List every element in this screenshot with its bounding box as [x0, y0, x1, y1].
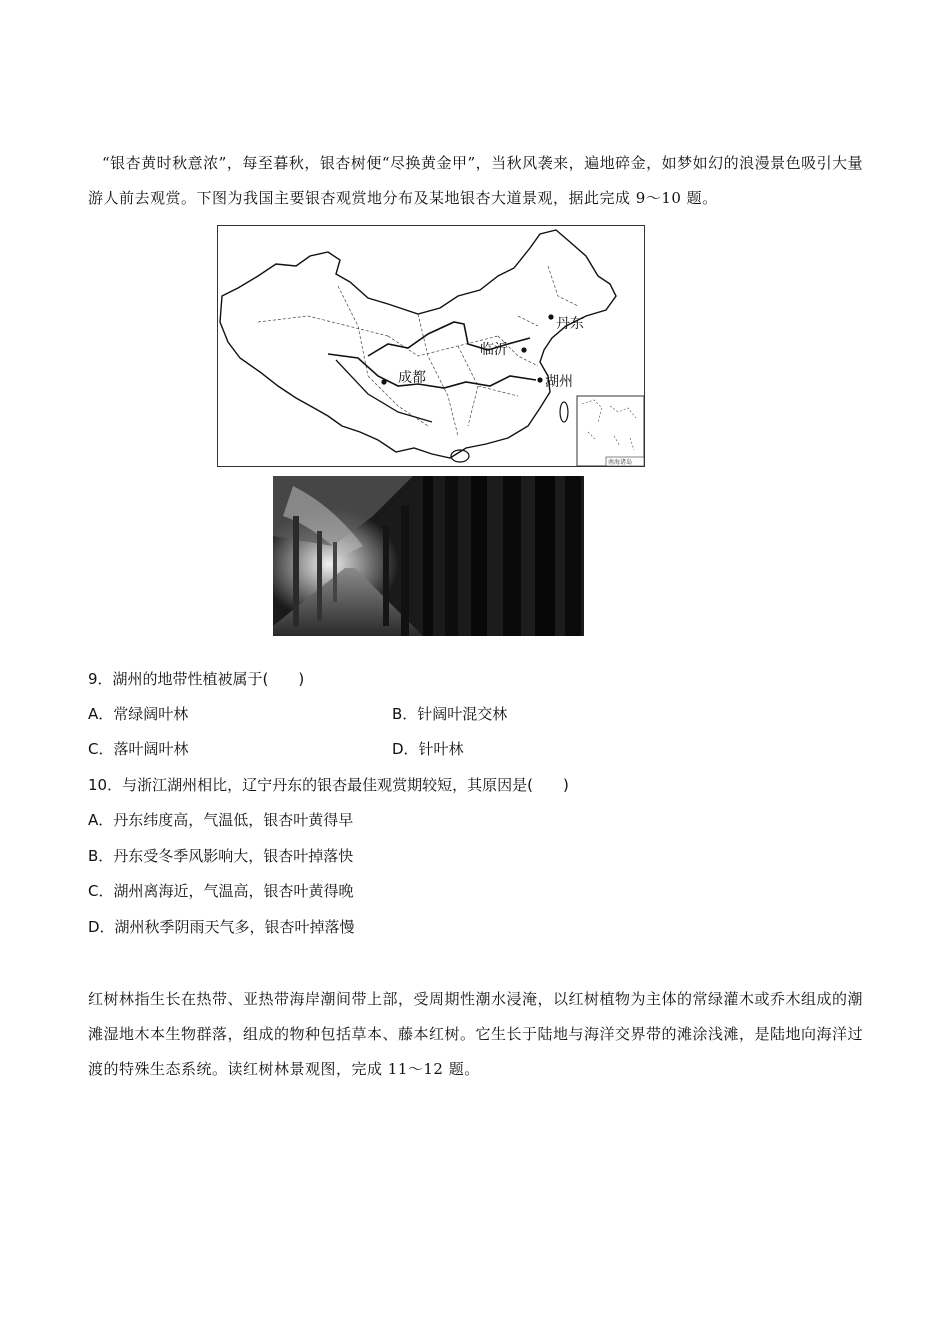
city-chengdu: 成都: [398, 370, 426, 386]
dandong-marker: [548, 314, 553, 319]
city-linyi: 临沂: [480, 342, 508, 358]
question-10-option-d: D．湖州秋季阴雨天气多，银杏叶掉落慢: [88, 918, 355, 936]
question-10-option-a: A．丹东纬度高，气温低，银杏叶黄得早: [88, 811, 354, 829]
yangtze-river: [328, 354, 536, 388]
city-dandong: 丹东: [556, 316, 584, 332]
passage-mangrove: 红树林指生长在热带、亚热带海岸潮间带上部，受周期性潮水浸淹，以红树植物为主体的常绿灌木或乔木组成的潮滩湿地木本生物群落，组成的物种包括草本、藤本红树。它生长于陆地与海洋交界带的滩涂浅滩，是陆地向海洋过渡的特殊生态系统。读红树林景观图，完成 11～12 题。: [88, 990, 864, 1078]
question-9-option-d: D．针叶林: [392, 740, 464, 758]
passage-ginkgo: “银杏黄时秋意浓”，每至暮秋，银杏树便“尽换黄金甲”，当秋风袭来，遍地碎金，如梦如幻的浪漫景色吸引大量游人前去观赏。下图为我国主要银杏观赏地分布及某地银杏大道景观，据此完成 9～10 题。: [88, 154, 864, 207]
question-10-stem: 10．与浙江湖州相比，辽宁丹东的银杏最佳观赏期较短，其原因是( ): [88, 776, 569, 794]
question-10-option-c: C．湖州离海近，气温高，银杏叶黄得晚: [88, 882, 354, 900]
chengdu-marker: [381, 379, 386, 384]
taiwan-island: [560, 402, 568, 422]
city-huzhou: 湖州: [545, 374, 573, 390]
china-ginkgo-map: [217, 225, 645, 467]
province-lines: [258, 266, 578, 436]
china-border: [220, 230, 616, 458]
linyi-marker: [521, 347, 526, 352]
question-9-option-c: C．落叶阔叶林: [88, 740, 189, 758]
question-9-option-b: B．针阔叶混交林: [392, 705, 508, 723]
inset-label: 南海诸岛: [608, 459, 633, 466]
huzhou-marker: [537, 377, 542, 382]
question-9-option-a: A．常绿阔叶林: [88, 705, 189, 723]
question-10-option-b: B．丹东受冬季风影响大，银杏叶掉落快: [88, 847, 354, 865]
question-9-stem: 9．湖州的地带性植被属于( ): [88, 670, 305, 688]
ginkgo-avenue-photo: [273, 476, 584, 636]
